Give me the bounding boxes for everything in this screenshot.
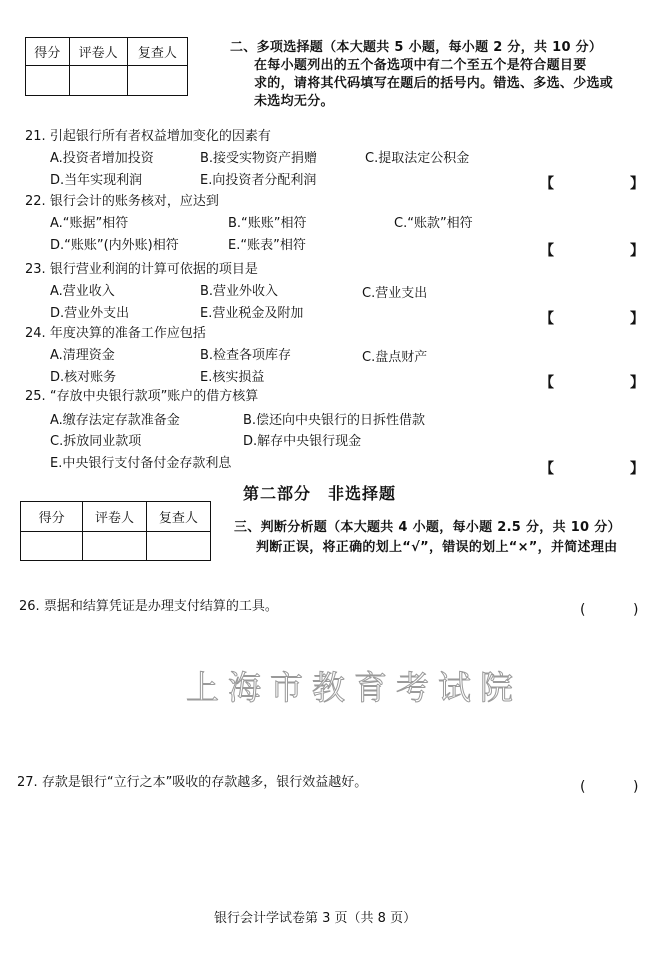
score-header: 得分 [21, 502, 83, 532]
question-stem: 存款是银行“立行之本”吸收的存款越多，银行效益越好。 [41, 775, 368, 790]
option-a: A.缴存法定存款准备金 [50, 413, 180, 428]
option-c: C.营业支出 [362, 286, 428, 301]
answer-paren-close: ) [633, 779, 639, 795]
question-number: 24. [25, 326, 46, 341]
question-number: 23. [25, 262, 46, 277]
option-d: D.当年实现利润 [50, 173, 143, 188]
reviewer-header: 复查人 [127, 38, 187, 66]
option-a: A.投资者增加投资 [50, 151, 154, 166]
reviewer-header: 复查人 [146, 502, 210, 532]
grader-cell[interactable] [83, 532, 146, 561]
option-d: D.核对账务 [50, 370, 117, 385]
answer-bracket-close: 】 [630, 375, 644, 391]
question-number: 25. [25, 389, 46, 404]
answer-field[interactable] [560, 457, 630, 475]
question-number: 27. [17, 775, 38, 790]
answer-field[interactable] [560, 307, 630, 325]
page-footer: 银行会计学试卷第 3 页（共 8 页） [214, 911, 417, 926]
option-d: D.解存中央银行现金 [243, 434, 362, 449]
question-stem: 引起银行所有者权益增加变化的因素有 [49, 129, 271, 144]
answer-bracket-close: 】 [630, 243, 644, 259]
grader-header: 评卷人 [83, 502, 146, 532]
answer-bracket-open: 【 [540, 176, 554, 192]
answer-field[interactable] [590, 602, 630, 620]
option-b: B.偿还向中央银行的日拆性借款 [243, 413, 426, 428]
score-table-2 [20, 501, 211, 561]
option-a: A.“账据”相符 [50, 216, 129, 231]
option-c: C.提取法定公积金 [365, 151, 470, 166]
option-c: C.拆放同业款项 [50, 434, 142, 449]
part2-title: 第二部分 非选择题 [243, 484, 397, 503]
reviewer-cell[interactable] [146, 532, 210, 561]
option-a: A.营业收入 [50, 284, 115, 299]
section2-instruction-line1: 在每小题列出的五个备选项中有二个至五个是符合题目要 [254, 58, 587, 73]
option-d: D.营业外支出 [50, 306, 130, 321]
option-e: E.营业税金及附加 [200, 306, 304, 321]
answer-bracket-close: 】 [630, 461, 644, 477]
score-header: 得分 [26, 38, 70, 66]
option-a: A.清理资金 [50, 348, 115, 363]
score-table-1 [25, 37, 188, 96]
question-stem: 年度决算的准备工作应包括 [49, 326, 206, 341]
question-stem: 银行会计的账务核对，应达到 [49, 194, 219, 209]
answer-bracket-close: 】 [630, 311, 644, 327]
question-stem: 票据和结算凭证是办理支付结算的工具。 [43, 599, 278, 614]
option-e: E.向投资者分配利润 [200, 173, 317, 188]
answer-field[interactable] [560, 371, 630, 389]
reviewer-cell[interactable] [127, 66, 187, 96]
section3-instruction: 判断正误，将正确的划上“√”，错误的划上“×”，并简述理由 [256, 540, 618, 555]
answer-paren-open: ( [580, 602, 586, 618]
score-cell[interactable] [21, 532, 83, 561]
grader-header: 评卷人 [69, 38, 127, 66]
answer-field[interactable] [560, 239, 630, 257]
option-b: B.营业外收入 [200, 284, 279, 299]
section2-heading: 二、多项选择题（本大题共 5 小题，每小题 2 分，共 10 分） [230, 40, 603, 55]
option-b: B.“账账”相符 [228, 216, 307, 231]
option-d: D.“账账”(内外账)相符 [50, 238, 179, 253]
option-e: E.“账表”相符 [228, 238, 306, 253]
answer-bracket-open: 【 [540, 461, 554, 477]
answer-bracket-open: 【 [540, 375, 554, 391]
question-number: 21. [25, 129, 46, 144]
option-b: B.接受实物资产捐赠 [200, 151, 318, 166]
score-cell[interactable] [26, 66, 70, 96]
option-e: E.中央银行支付备付金存款利息 [50, 456, 232, 471]
option-c: C.盘点财产 [362, 350, 428, 365]
question-number: 26. [19, 599, 40, 614]
answer-bracket-open: 【 [540, 243, 554, 259]
section2-instruction-line2: 求的，请将其代码填写在题后的括号内。错选、多选、少选或 [254, 76, 614, 91]
answer-field[interactable] [590, 779, 630, 797]
option-b: B.检查各项库存 [200, 348, 292, 363]
answer-bracket-close: 】 [630, 176, 644, 192]
answer-paren-open: ( [580, 779, 586, 795]
option-e: E.核实损益 [200, 370, 265, 385]
answer-bracket-open: 【 [540, 311, 554, 327]
answer-paren-close: ) [633, 602, 639, 618]
section2-instruction-line3: 未选均无分。 [254, 94, 334, 109]
question-stem: 银行营业利润的计算可依据的项目是 [49, 262, 258, 277]
answer-field[interactable] [560, 172, 630, 190]
option-c: C.“账款”相符 [394, 216, 473, 231]
question-number: 22. [25, 194, 46, 209]
grader-cell[interactable] [69, 66, 127, 96]
question-stem: “存放中央银行款项”账户的借方核算 [49, 389, 259, 404]
watermark: 上海市教育考试院 [186, 668, 522, 707]
section3-heading: 三、判断分析题（本大题共 4 小题，每小题 2.5 分，共 10 分） [234, 520, 621, 535]
